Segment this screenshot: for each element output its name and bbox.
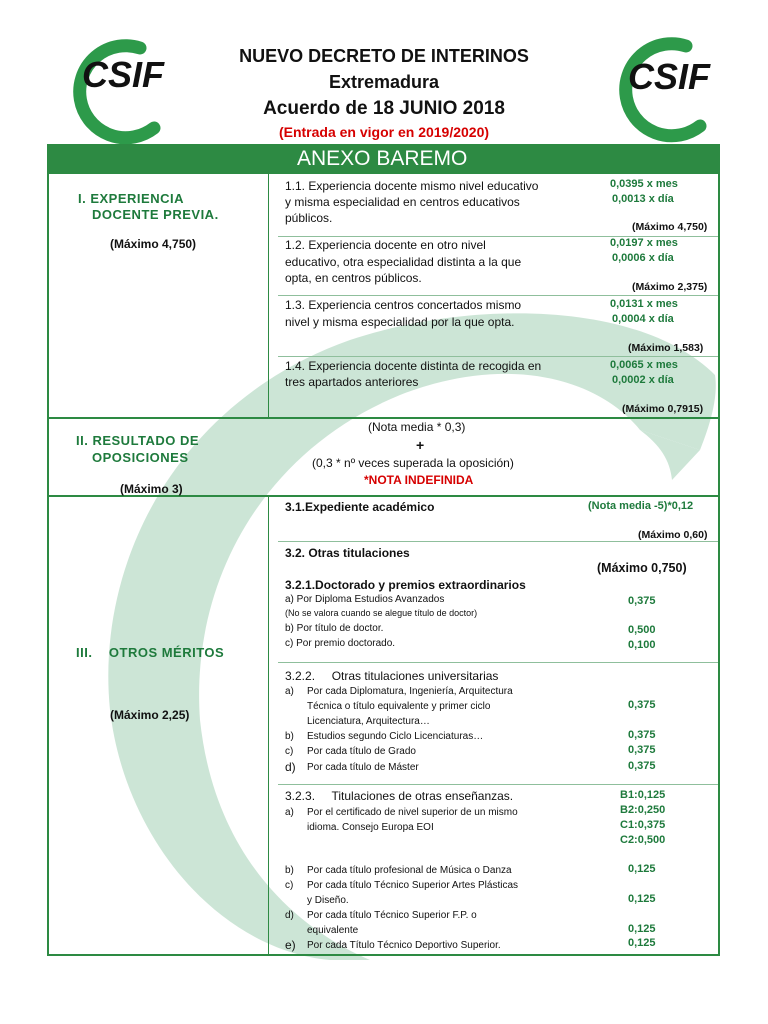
item-1-2-value: 0,0006 x día [612,252,674,264]
item-1-1: 1.1. Experiencia docente mismo nivel educativo [285,179,539,193]
item-1-2-max: (Máximo 2,375) [632,281,708,293]
item-3-2-3-e: Por cada Título Técnico Deportivo Superior. [307,940,501,951]
item-1-2: educativo, otra especialidad distinta a la que [285,255,522,269]
item-1-3-value: 0,0131 x mes [610,298,678,310]
section3-max: (Máximo 2,25) [110,708,190,722]
item-3-2-2-a-value: 0,375 [628,699,656,711]
item-1-2: opta, en centros públicos. [285,271,422,285]
table-border-left [47,144,49,956]
item-3-2-1-c-value: 0,100 [628,639,656,651]
item-3-2-2-b: Estudios segundo Ciclo Licenciaturas… [307,731,484,742]
formula-part1: (Nota media * 0,3) [368,420,466,434]
item-3-2-1-b: b) Por título de doctor. [285,623,384,634]
section2-max: (Máximo 3) [120,482,183,496]
section1-max: (Máximo 4,750) [110,237,197,251]
item-3-2-3-a: idioma. Consejo Europa EOI [307,822,434,833]
item-1-1-value: 0,0395 x mes [610,178,678,190]
note-indefinida: *NOTA INDEFINIDA [364,473,474,487]
item-3-2-1-a-note: (No se valora cuando se alegue título de doctor) [285,608,478,618]
item-3-2-3-a: Por el certificado de nivel superior de un mismo [307,807,518,818]
list-marker: b) [285,731,294,742]
item-3-2-3-d: Por cada título Técnico Superior F.P. o [307,910,477,921]
item-1-1-value: 0,0013 x día [612,193,674,205]
list-marker: b) [285,865,294,876]
logo-text: CSIF [628,56,711,97]
item-1-4-value: 0,0002 x día [612,374,674,386]
list-marker: c) [285,746,294,757]
table-border-right [718,144,720,956]
item-3-2-3-c: y Diseño. [307,895,349,906]
item-3-2-3-c-value: 0,125 [628,893,656,905]
list-marker: a) [285,686,294,697]
item-1-3: nivel y misma especialidad por la que opta. [285,315,515,329]
row-divider [278,662,718,663]
item-3-2-2-d: Por cada título de Máster [307,762,419,773]
item-3-2-1-a-value: 0,375 [628,595,656,607]
effective-date: (Entrada en vigor en 2019/2020) [278,124,490,140]
item-1-4-max: (Máximo 0,7915) [622,403,704,415]
logo-text: CSIF [82,54,165,95]
item-3-2-3-a-value: B2:0,250 [620,804,666,816]
item-1-1: públicos. [285,211,333,225]
section2-title: OPOSICIONES [92,450,189,465]
item-3-2-3: 3.2.3. Titulaciones de otras enseñanzas. [285,789,514,803]
table-border-bottom [47,954,720,956]
item-3-2-2-a: Técnica o título equivalente y primer ciclo [307,701,491,712]
item-3-2-2-a: Por cada Diplomatura, Ingeniería, Arquitectura [307,686,513,697]
section2-title: II. RESULTADO DE [76,433,200,448]
item-3-2-2-a: Licenciatura, Arquitectura… [307,716,430,727]
item-3-2-1-b-value: 0,500 [628,624,656,636]
item-3-2-3-e-value: 0,125 [628,937,656,949]
region: Extremadura [328,72,440,92]
item-3-2-2: 3.2.2. Otras titulaciones universitarias [285,669,499,683]
item-3-2-3-d: equivalente [307,925,359,936]
item-1-4: 1.4. Experiencia docente distinta de recogida en [285,359,542,373]
item-1-3-max: (Máximo 1,583) [628,342,704,354]
item-1-1: y misma especialidad en centros educativos [285,195,520,209]
item-1-3-value: 0,0004 x día [612,313,674,325]
list-marker: a) [285,807,294,818]
row-divider [278,784,718,785]
item-1-4-value: 0,0065 x mes [610,359,678,371]
column-divider [268,496,269,954]
anexo-banner [47,144,719,174]
column-divider [268,174,269,418]
formula-plus: + [416,437,425,453]
item-1-2-value: 0,0197 x mes [610,237,678,249]
row-divider [278,356,718,357]
section1-title: DOCENTE PREVIA. [92,207,219,222]
item-3-2-3-a-value: B1:0,125 [620,789,666,801]
list-marker: e) [285,938,296,952]
item-1-4: tres apartados anteriores [285,375,419,389]
item-3-1-formula: (Nota media -5)*0,12 [588,500,694,512]
item-3-2-2-d-value: 0,375 [628,760,656,772]
item-3-2-3-d-value: 0,125 [628,923,656,935]
row-divider [278,295,718,296]
item-1-1-max: (Máximo 4,750) [632,221,708,233]
item-3-2: 3.2. Otras titulaciones [285,546,410,560]
list-marker: d) [285,910,294,921]
item-3-1: 3.1.Expediente académico [285,500,435,514]
item-3-2-3-b-value: 0,125 [628,863,656,875]
item-3-2-2-c-value: 0,375 [628,744,656,756]
item-3-2-1: 3.2.1.Doctorado y premios extraordinarios [285,578,526,592]
agreement-date: Acuerdo de 18 JUNIO 2018 [263,98,505,119]
item-3-2-2-b-value: 0,375 [628,729,656,741]
item-3-2-1-a: a) Por Diploma Estudios Avanzados [285,594,445,605]
section3-title: III. OTROS MÉRITOS [76,645,225,660]
item-3-1-max: (Máximo 0,60) [638,529,708,541]
list-marker: d) [285,760,296,774]
formula-part2: (0,3 * nº veces superada la oposición) [312,456,514,470]
list-marker: c) [285,880,294,891]
item-1-3: 1.3. Experiencia centros concertados mismo [285,298,522,312]
item-3-2-1-c: c) Por premio doctorado. [285,638,396,649]
item-3-2-max: (Máximo 0,750) [597,561,687,575]
item-3-2-3-c: Por cada título Técnico Superior Artes Plásticas [307,880,519,891]
item-3-2-3-b: Por cada título profesional de Música o Danza [307,865,512,876]
item-3-2-3-a-value: C1:0,375 [620,819,666,831]
document-title: NUEVO DECRETO DE INTERINOS [239,46,529,66]
banner-title: ANEXO BAREMO [297,147,468,170]
item-1-2: 1.2. Experiencia docente en otro nivel [285,238,486,252]
item-3-2-2-c: Por cada título de Grado [307,746,416,757]
item-3-2-3-a-value: C2:0,500 [620,834,666,846]
row-divider [278,541,718,542]
section1-title: I. EXPERIENCIA [78,191,184,206]
